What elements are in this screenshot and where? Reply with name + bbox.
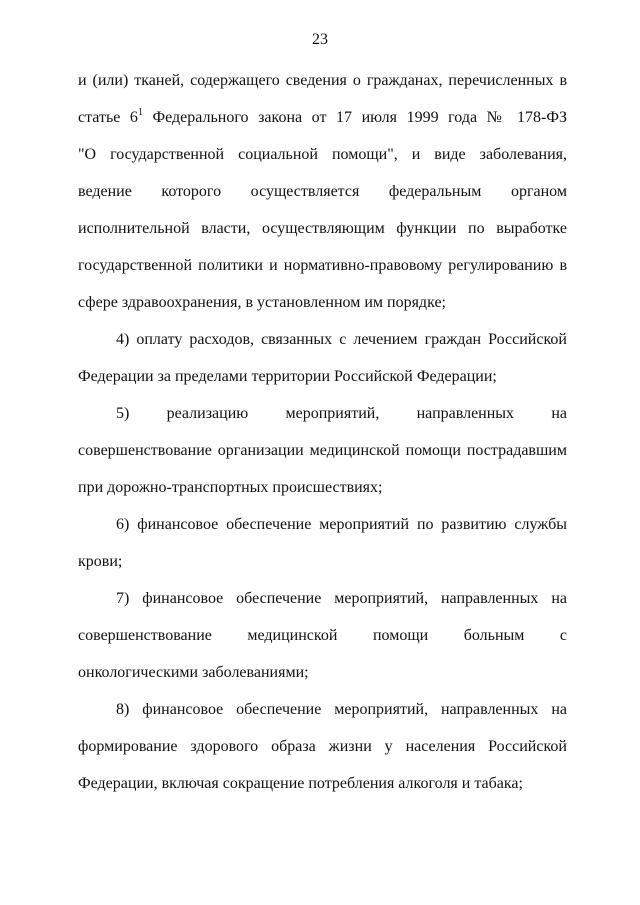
- text-line: государственной политики и нормативно-правовому регулированию в: [78, 257, 567, 274]
- list-item-4: 4) оплату расходов, связанных с лечением граждан Российской: [116, 331, 567, 348]
- text-line: сфере здравоохранения, в установленном им порядке;: [78, 294, 446, 311]
- list-item-5: 5) реализацию мероприятий, направленных на: [116, 405, 567, 422]
- text-fragment: Федерального закона от 17 июля 1999 года № 178-ФЗ: [142, 109, 567, 126]
- text-line: совершенствование организации медицинской помощи пострадавшим: [78, 442, 567, 459]
- text-line: ведение которого осуществляется федеральным органом: [78, 183, 567, 200]
- text-line: [78, 99, 567, 136]
- list-item-7: 7) финансовое обеспечение мероприятий, направленных на: [116, 590, 567, 607]
- text-line: "О государственной социальной помощи", и виде заболевания,: [78, 146, 567, 163]
- superscript: 1: [137, 106, 143, 118]
- text-line: совершенствование медицинской помощи больным с: [78, 627, 567, 644]
- text-line: Федерации за пределами территории Российской Федерации;: [78, 368, 497, 385]
- text-line: исполнительной власти, осуществляющим функции по выработке: [78, 220, 567, 237]
- text-line: крови;: [78, 553, 123, 570]
- text-line: формирование здорового образа жизни у населения Российской: [78, 738, 567, 755]
- text-line: и (или) тканей, содержащего сведения о гражданах, перечисленных в: [78, 72, 567, 89]
- text-line: онкологическими заболеваниями;: [78, 664, 309, 681]
- list-item-6: 6) финансовое обеспечение мероприятий по развитию службы: [116, 516, 567, 533]
- page-number: 23: [312, 31, 328, 48]
- list-item-8: 8) финансовое обеспечение мероприятий, направленных на: [116, 701, 567, 718]
- text-line: Федерации, включая сокращение потребления алкоголя и табака;: [78, 775, 523, 792]
- document-body: [78, 62, 567, 802]
- text-line: при дорожно-транспортных происшествиях;: [78, 479, 383, 496]
- text-fragment: статье 6: [78, 109, 138, 126]
